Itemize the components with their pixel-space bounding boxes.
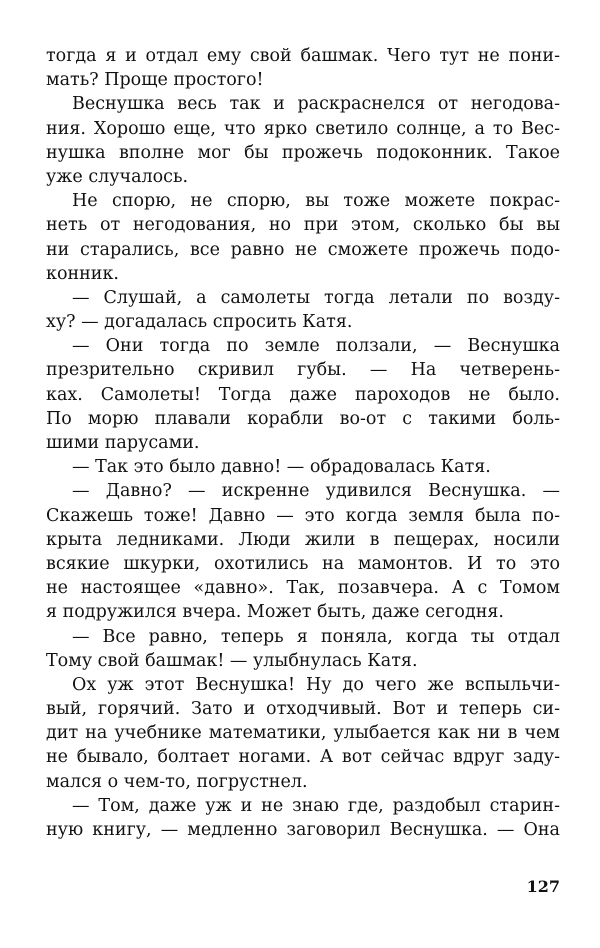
page-text xyxy=(46,44,560,842)
text-line: тогда я и отдал ему свой башмак. Чего тут не пони- xyxy=(46,46,560,66)
text-line: шими парусами. xyxy=(46,433,200,453)
text-line: По морю плавали корабли во-от с такими боль- xyxy=(46,408,560,429)
text-line: ках. Самолеты! Тогда даже пароходов не было. xyxy=(46,384,560,405)
text-line: я подружился вчера. Может быть, даже сегодня. xyxy=(46,602,504,623)
text-line: мался о чем-то, погрустнел. xyxy=(46,771,308,792)
text-line: Ох уж этот Веснушка! Ну до чего же вспыльчи- xyxy=(72,674,560,695)
text-line: конник. xyxy=(46,263,119,284)
text-line: дит на учебнике математики, улыбается как ни в чем xyxy=(46,723,560,744)
text-line: всякие шкурки, охотились на мамонтов. И то это xyxy=(46,553,560,574)
text-line: не настоящее «давно». Так, позавчера. А с Томом xyxy=(46,578,560,599)
text-line: — Так это было давно! — обрадовалась Катя. xyxy=(72,457,491,478)
text-line: Скажешь тоже! Давно — это когда земля была по- xyxy=(46,505,560,526)
text-line: ху? — догадалась спросить Катя. xyxy=(46,312,353,333)
text-line: презрительно скривил губы. — На четверень- xyxy=(46,360,560,381)
text-line: не бывало, болтает ногами. А вот сейчас вдруг заду- xyxy=(46,747,560,768)
text-line: вый, горячий. Зато и отходчивый. Вот и теперь си- xyxy=(46,699,560,720)
text-line: Тому свой башмак! — улыбнулась Катя. xyxy=(46,650,418,671)
text-line: Веснушка весь так и раскраснелся от негодова- xyxy=(72,94,560,115)
text-line: ную книгу, — медленно заговорил Веснушка. — Она xyxy=(46,820,560,840)
text-line: неть от негодования, но при этом, сколько бы вы xyxy=(46,215,560,236)
text-line: ни старались, все равно не сможете прожечь подо- xyxy=(46,239,560,260)
text-line: — Они тогда по земле ползали, — Веснушка xyxy=(72,336,560,357)
text-line: Не спорю, не спорю, вы тоже можете покрас- xyxy=(72,191,560,212)
text-line: ния. Хорошо еще, что ярко светило солнце, а то Вес- xyxy=(46,118,560,139)
text-line: мать? Проще простого! xyxy=(46,70,264,91)
text-line: уже случалось. xyxy=(46,166,189,187)
page-number: 127 xyxy=(526,877,560,896)
text-line: — Давно? — искренне удивился Веснушка. — xyxy=(72,481,560,502)
text-line: крыта ледниками. Люди жили в пещерах, носили xyxy=(46,529,560,550)
text-line: нушка вполне мог бы прожечь подоконник. Такое xyxy=(46,142,560,163)
text-line: — Том, даже уж и не знаю где, раздобыл старин- xyxy=(72,795,560,816)
text-line: — Слушай, а самолеты тогда летали по возду- xyxy=(72,287,560,308)
text-line: — Все равно, теперь я поняла, когда ты отдал xyxy=(72,626,560,647)
